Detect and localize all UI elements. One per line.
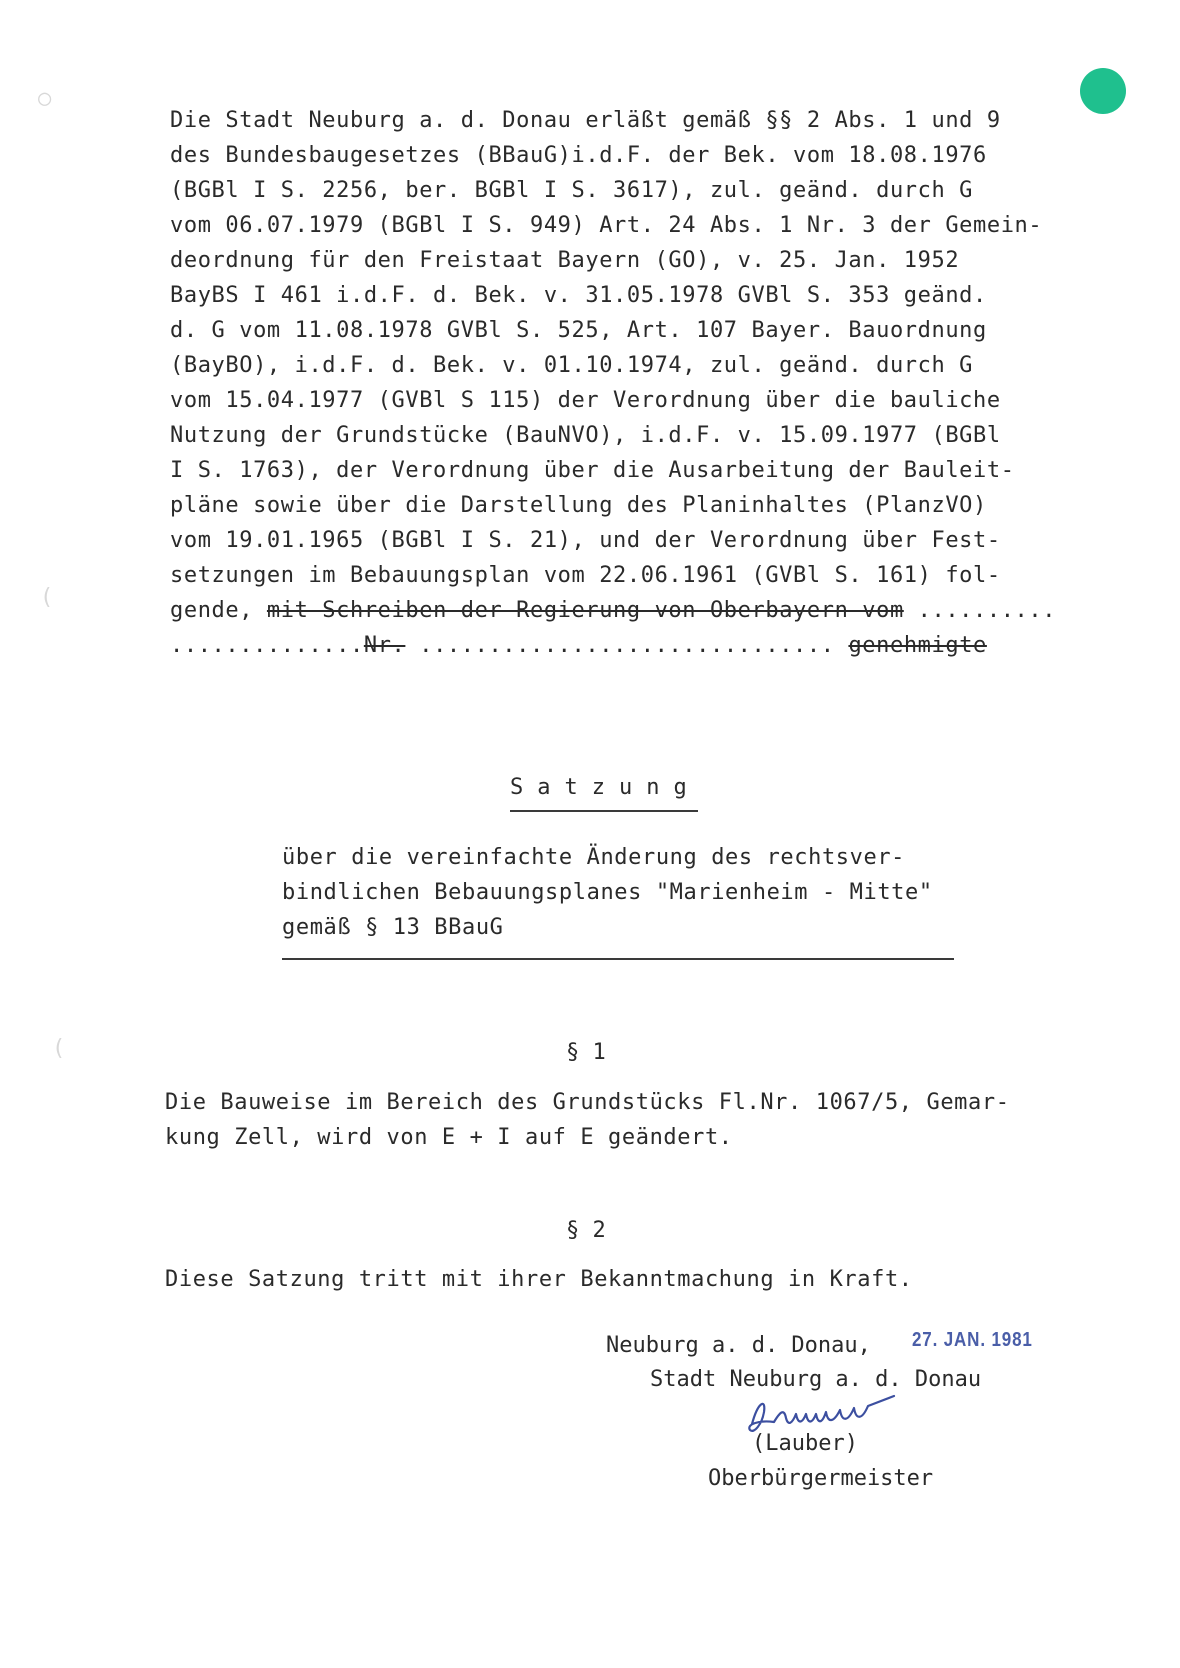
preamble-line: vom 15.04.1977 (GVBl S 115) der Verordnung über die bauliche	[170, 388, 1001, 413]
preamble-line: setzungen im Bebauungsplan vom 22.06.1961 (GVBl S. 161) fol-	[170, 563, 1001, 588]
preamble-line: d. G vom 11.08.1978 GVBl S. 525, Art. 107 Bayer. Bauordnung	[170, 318, 987, 343]
title-underline	[510, 810, 698, 812]
subject-underline	[282, 958, 954, 960]
punch-mark-top: ○	[38, 86, 52, 111]
struck-text: Nr.	[363, 633, 406, 658]
preamble-line: vom 19.01.1965 (BGBl I S. 21), und der Verordnung über Fest-	[170, 528, 1001, 553]
preamble-line-struck	[170, 593, 1056, 628]
section-heading: § 1	[566, 1040, 606, 1065]
section-line: Die Bauweise im Bereich des Grundstücks Fl.Nr. 1067/5, Gemar-	[165, 1090, 1010, 1115]
subject-line: gemäß § 13 BBauG	[282, 915, 504, 940]
punch-mark-lower: (	[52, 1036, 66, 1061]
punch-mark-middle: (	[40, 585, 54, 610]
green-marker-dot	[1080, 68, 1126, 114]
preamble-line: pläne sowie über die Darstellung des Planinhaltes (PlanzVO)	[170, 493, 987, 518]
preamble-line-dotted	[170, 628, 987, 663]
struck-text: mit Schreiben der Regierung von Oberbayern vom	[266, 598, 904, 623]
section-line: Diese Satzung tritt mit ihrer Bekanntmachung in Kraft.	[165, 1267, 913, 1292]
dotted-fill: ..............	[170, 633, 364, 658]
signatory-title: Oberbürgermeister	[708, 1466, 934, 1491]
subject-line: bindlichen Bebauungsplanes "Marienheim - Mitte"	[282, 880, 933, 905]
section-line: kung Zell, wird von E + I auf E geändert.	[165, 1125, 733, 1150]
preamble-line: BayBS I 461 i.d.F. d. Bek. v. 31.05.1978 GVBl S. 353 geänd.	[170, 283, 987, 308]
preamble-line: des Bundesbaugesetzes (BBauG)i.d.F. der Bek. vom 18.08.1976	[170, 143, 987, 168]
struck-text: genehmigte	[848, 633, 987, 658]
document-title: Satzung	[510, 775, 701, 800]
preamble-text: gende,	[170, 598, 267, 623]
place-line: Neuburg a. d. Donau,	[606, 1333, 871, 1358]
signatory-name: (Lauber)	[752, 1431, 858, 1456]
subject-line: über die vereinfachte Änderung des rechtsver-	[282, 845, 906, 870]
authority-line: Stadt Neuburg a. d. Donau	[650, 1367, 982, 1392]
preamble-line: (BGBl I S. 2256, ber. BGBl I S. 3617), zul. geänd. durch G	[170, 178, 974, 203]
dotted-fill: ..........	[903, 598, 1057, 623]
preamble-line: Die Stadt Neuburg a. d. Donau erläßt gemäß §§ 2 Abs. 1 und 9	[170, 108, 1001, 133]
section-heading: § 2	[566, 1218, 606, 1243]
date-stamp: 27. JAN. 1981	[912, 1329, 1033, 1351]
preamble-line: I S. 1763), der Verordnung über die Ausarbeitung der Bauleit-	[170, 458, 1015, 483]
dotted-fill: ..............................	[405, 633, 849, 658]
preamble-line: Nutzung der Grundstücke (BauNVO), i.d.F. v. 15.09.1977 (BGBl	[170, 423, 1001, 448]
preamble-line: deordnung für den Freistaat Bayern (GO), v. 25. Jan. 1952	[170, 248, 960, 273]
preamble-line: (BayBO), i.d.F. d. Bek. v. 01.10.1974, zul. geänd. durch G	[170, 353, 974, 378]
preamble-line: vom 06.07.1979 (BGBl I S. 949) Art. 24 Abs. 1 Nr. 3 der Gemein-	[170, 213, 1043, 238]
